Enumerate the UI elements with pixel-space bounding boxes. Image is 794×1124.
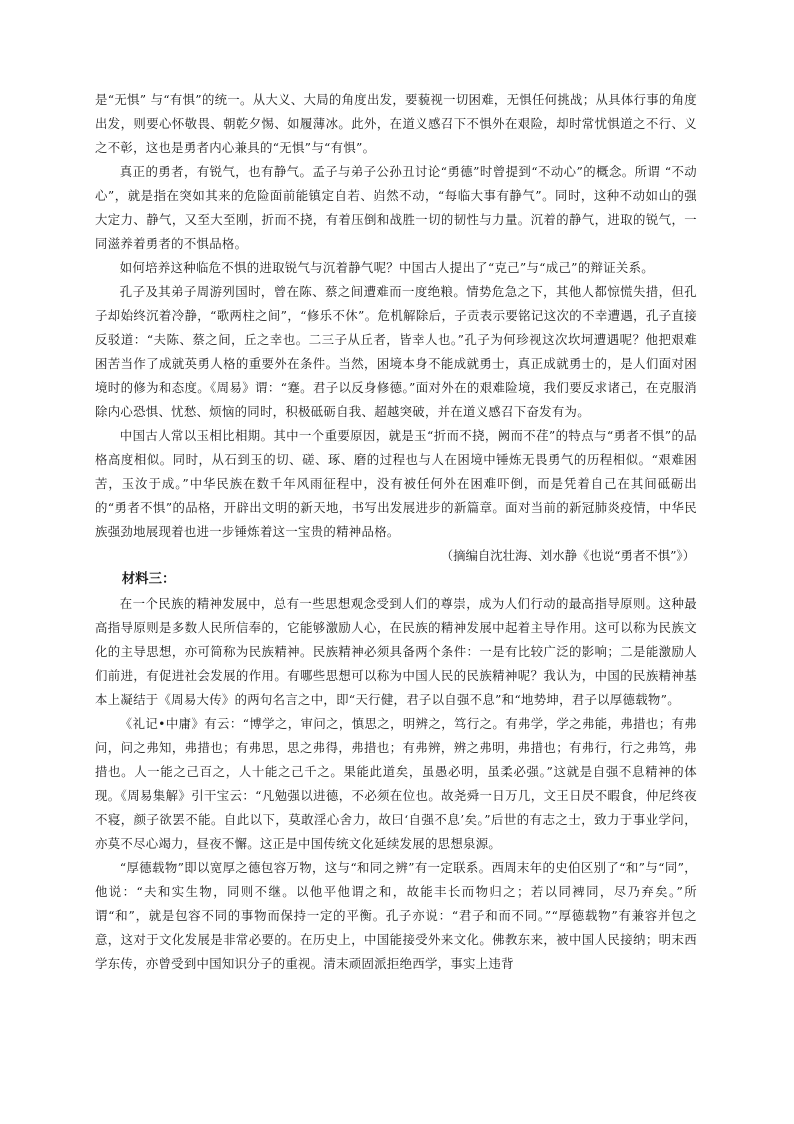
body-paragraph: 是“无惧” 与“有惧”的统一。从大义、大局的角度出发，要藐视一切困难，无惧任何挑战；从具体行事的角度出发，则要心怀敬畏、朝乾夕惕、如履薄冰。此外，在道义感召下不惧外在艰险，却时常忧惧道之不行、义之不彰，这也是勇者内心兼具的“无惧”与“有惧”。	[95, 92, 697, 155]
body-paragraph: 孔子及其弟子周游列国时，曾在陈、蔡之间遭难而一度绝粮。情势危急之下，其他人都惊慌失措，但孔子却始终沉着冷静，“歌两柱之间”，“修乐不休”。危机解除后，子贡表示要铭记这次的不幸遭遇，孔子直接反驳道：“夫陈、蔡之间，丘之幸也。二三子从丘者，皆幸人也。”孔子为何珍视这次坎坷遭遇呢？他把艰难困苦当作了成就英勇人格的重要外在条件。当然，困境本身不能成就勇士，真正成就勇士的，是人们面对困境时的修为和态度。《周易》谓：“蹇。君子以反身修德。”面对外在的艰难险境，我们要反求诸己，在克服消除内心恐惧、忧愁、烦恼的同时，积极砥砺自我、超越突破，并在道义感召下奋发有为。	[95, 284, 697, 419]
body-paragraph: 在一个民族的精神发展中，总有一些思想观念受到人们的尊崇，成为人们行动的最高指导原则。这种最高指导原则是多数人民所信奉的，它能够激励人心，在民族的精神发展中起着主导作用。这可以称为民族文化的主导思想，亦可简称为民族精神。民族精神必须具备两个条件：一是有比较广泛的影响；二是能激励人们前进，有促进社会发展的作用。有哪些思想可以称为中国人民的民族精神呢？我认为，中国的民族精神基本上凝结于《周易大传》的两句名言之中，即“天行健，君子以自强不息”和“地势坤，君子以厚德载物”。	[95, 596, 697, 707]
body-paragraph: “厚德载物”即以宽厚之德包容万物，这与“和同之辨”有一定联系。西周末年的史伯区别了“和”与“同”，他说：“夫和实生物，同则不继。以他平他谓之和，故能丰长而物归之；若以同裨同，尽乃弃矣。”所谓“和”，就是包容不同的事物而保持一定的平衡。孔子亦说：“君子和而不同。”“厚德载物”有兼容并包之意，这对于文化发展是非常必要的。在历史上，中国能接受外来文化。佛教东来，被中国人民接纳；明末西学东传，亦曾受到中国知识分子的重视。清末顽固派拒绝西学，事实上违背	[95, 860, 697, 971]
section-heading: 材料三：	[121, 572, 176, 587]
document-page	[95, 88, 697, 976]
body-paragraph: 中国古人常以玉相比相期。其中一个重要原因，就是玉“折而不挠，阙而不荏”的特点与“勇者不惧”的品格高度相似。同时，从石到玉的切、磋、琢、磨的过程也与人在困境中锤炼无畏勇气的历程相似。“艰难困苦，玉汝于成。”中华民族在数千年风雨征程中，没有被任何外在困难吓倒，而是凭着自己在其间砥砺出的“勇者不惧”的品格，开辟出文明的新天地，书写出发展进步的新篇章。面对当前的新冠肺炎疫情，中华民族强劲地展现着也进一步锤炼着这一宝贵的精神品格。	[95, 428, 697, 539]
material-three-body	[95, 592, 697, 976]
body-paragraph: 真正的勇者，有锐气，也有静气。孟子与弟子公孙丑讨论“勇德”时曾提到“不动心”的概念。所谓 “不动心”，就是指在突如其来的危险面前能镇定自若、岿然不动，“每临大事有静气”。同时，这种不动如山的强大定力、静气，又至大至刚，折而不挠，有着压倒和战胜一切的韧性与力量。沉着的静气，进取的锐气，一同滋养着勇者的不惧品格。	[95, 164, 697, 251]
body-paragraph: 《礼记•中庸》有云：“博学之，审问之，慎思之，明辨之，笃行之。有弗学，学之弗能，弗措也；有弗问，问之弗知，弗措也；有弗思，思之弗得，弗措也；有弗辨，辨之弗明，弗措也；有弗行，行之弗笃，弗措也。人一能之己百之，人十能之己千之。果能此道矣，虽愚必明，虽柔必强。”这就是自强不息精神的体现。《周易集解》引干宝云：“凡勉强以进德，不必须在位也。故尧舜一日万几，文王日昃不暇食，仲尼终夜不寝，颜子欲罢不能。自此以下，莫敢淫心舍力，故曰‘自强不息’矣。”后世的有志之士，致力于事业学问，亦莫不尽心竭力，昼夜不懈。这正是中国传统文化延续发展的思想泉源。	[95, 716, 697, 851]
material-two-continuation	[95, 88, 697, 544]
source-citation: （摘编自沈壮海、刘水静《也说“勇者不惧”》）	[440, 548, 695, 563]
body-paragraph: 如何培养这种临危不惧的进取锐气与沉着静气呢？中国古人提出了“克己”与“成己”的辩证关系。	[119, 260, 654, 275]
